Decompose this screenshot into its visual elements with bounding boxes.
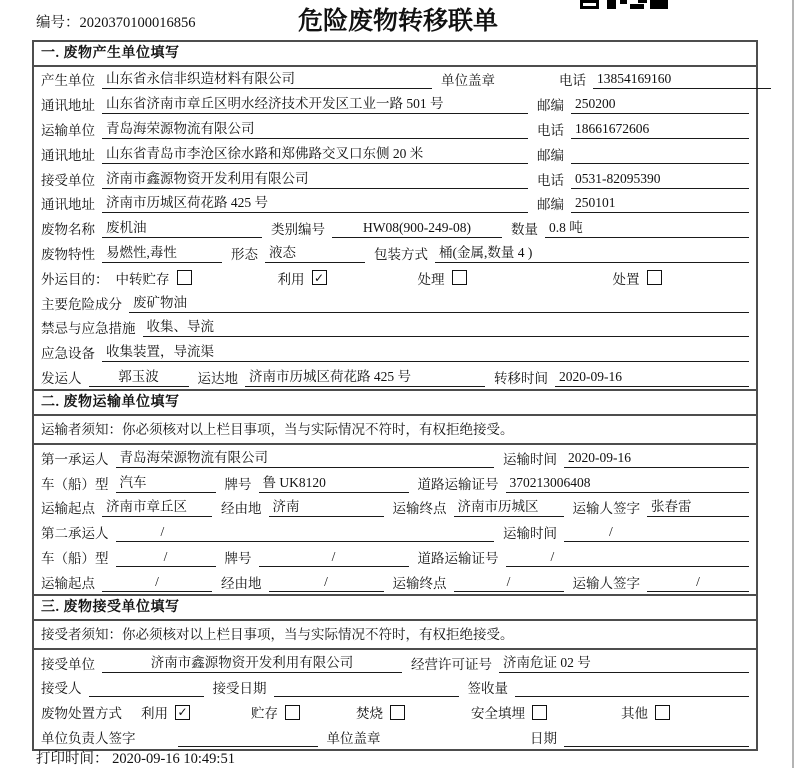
checkbox-incinerate (390, 705, 405, 720)
receiver-value: 济南市鑫源物资开发利用有限公司 (102, 169, 528, 189)
vehicle-type-label: 车（船）型 (41, 476, 109, 492)
checkbox-landfill (532, 705, 547, 720)
carrier-sign-value: 张春雷 (647, 497, 749, 517)
form-label: 形态 (231, 246, 258, 262)
equipment-row (34, 340, 756, 365)
address-label: 通讯地址 (41, 147, 95, 163)
transport-time-value: / (564, 522, 749, 542)
accept-date-label: 接受日期 (212, 681, 267, 697)
route1-row (34, 495, 756, 520)
print-time (36, 747, 235, 768)
producer-address-row (34, 92, 756, 117)
option-label: 安全填埋 (471, 706, 525, 722)
category-value: HW08(900-249-08) (332, 218, 502, 238)
end-label: 运输终点 (392, 575, 447, 591)
transporter-value: 青岛海荣源物流有限公司 (102, 119, 528, 139)
license-label: 经营许可证号 (411, 656, 492, 672)
checkbox-utilize: ✓ (312, 270, 327, 285)
option-label: 利用 (141, 706, 168, 722)
waste-name-value: 废机油 (102, 218, 262, 238)
pack-label: 包装方式 (374, 246, 428, 262)
section1-header: 一. 废物产生单位填写 (34, 42, 756, 67)
page-edge-line (792, 0, 794, 768)
vehicle-type-value: 汽车 (116, 473, 216, 493)
transport-time-value: 2020-09-16 (564, 448, 749, 468)
phone-value: 13854169160 (593, 69, 771, 89)
zip-label: 邮编 (537, 98, 564, 114)
destination-value: 济南市历城区荷花路 425 号 (245, 367, 485, 387)
receiving-unit-label: 接受单位 (41, 656, 95, 672)
route2-row (34, 569, 756, 594)
transfer-date-label: 转移时间 (494, 370, 548, 386)
carrier-sign-label: 运输人签字 (572, 575, 640, 591)
origin-label: 运输起点 (41, 501, 95, 517)
phone-label: 电话 (537, 172, 564, 188)
serial-label: 编号： (36, 15, 80, 31)
blank-field (571, 144, 749, 164)
blank-field (515, 677, 749, 697)
carrier2-label: 第二承运人 (41, 526, 109, 542)
disposal-option (251, 702, 356, 722)
receiver-row (34, 166, 756, 191)
traits-label: 废物特性 (41, 246, 95, 262)
page-title: 危险废物转移联单 (297, 8, 498, 35)
hazard-value: 废矿物油 (129, 293, 749, 313)
qr-code-fragment-icon (580, 0, 675, 9)
waste-traits-row (34, 241, 756, 266)
via-value: 济南 (269, 497, 384, 517)
option-label: 处置 (612, 271, 640, 287)
emergency-row (34, 315, 756, 340)
equipment-label: 应急设备 (41, 346, 95, 362)
address-label: 通讯地址 (41, 197, 95, 213)
option-label: 中转贮存 (115, 271, 170, 287)
option-label: 处理 (417, 271, 445, 287)
transporter-notice: 运输者须知：你必须核对以上栏目事项，当与实际情况不符时，有权拒绝接受。 (34, 416, 756, 445)
equipment-value: 收集装置，导流渠 (102, 342, 749, 362)
carrier1-row (34, 445, 756, 470)
vehicle1-row (34, 470, 756, 495)
phone-label: 电话 (537, 122, 564, 138)
origin-value: 济南市章丘区 (102, 497, 212, 517)
blank-field (89, 677, 204, 697)
receiver-label: 接受单位 (41, 172, 95, 188)
phone-value: 18661672606 (571, 119, 749, 139)
carrier-sign-value: / (647, 572, 749, 592)
road-permit-label: 道路运输证号 (417, 476, 499, 492)
plate-label: 牌号 (224, 476, 252, 492)
phone-value: 0531-82095390 (571, 169, 749, 189)
option-label: 焚烧 (356, 706, 383, 722)
hazard-row (34, 290, 756, 315)
transporter-row (34, 117, 756, 142)
vehicle-type-label: 车（船）型 (41, 550, 109, 566)
acceptor-row (34, 675, 756, 700)
license-value: 济南危证 02 号 (499, 653, 749, 673)
receiver-address-row (34, 191, 756, 216)
road-permit-value: / (506, 547, 750, 567)
purpose-label: 外运目的： (41, 271, 109, 287)
carrier2-value: / (116, 522, 495, 542)
receiver-notice: 接受者须知：你必须核对以上栏目事项，当与实际情况不符时，有权拒绝接受。 (34, 621, 756, 650)
transport-time-label: 运输时间 (503, 526, 557, 542)
quantity-label: 数量 (511, 222, 538, 238)
disposal-option (141, 702, 251, 722)
origin-label: 运输起点 (41, 575, 95, 591)
traits-value: 易燃性,毒性 (102, 243, 222, 263)
carrier2-row (34, 520, 756, 545)
end-value: / (454, 572, 564, 592)
purpose-option (278, 268, 418, 288)
carrier1-value: 青岛海荣源物流有限公司 (116, 448, 495, 468)
received-amount-label: 签收量 (467, 681, 508, 697)
hazard-label: 主要危险成分 (41, 296, 122, 312)
zip-label: 邮编 (537, 197, 564, 213)
phone-label: 电话 (559, 73, 586, 89)
vehicle2-row (34, 545, 756, 570)
receiving-unit-value: 济南市鑫源物资开发利用有限公司 (102, 653, 402, 673)
end-value: 济南市历城区 (454, 497, 564, 517)
origin-value: / (102, 572, 212, 592)
option-label: 其他 (621, 706, 648, 722)
address-value: 山东省青岛市李沧区徐水路和郑佛路交叉口东侧 20 米 (102, 144, 528, 164)
zip-value: 250101 (571, 193, 749, 213)
road-permit-label: 道路运输证号 (417, 550, 499, 566)
zip-value: 250200 (571, 94, 749, 114)
end-label: 运输终点 (392, 501, 447, 517)
form-header (0, 0, 796, 38)
via-label: 经由地 (221, 575, 262, 591)
shipper-value: 郭玉波 (89, 367, 189, 387)
emergency-label: 禁忌与应急措施 (41, 321, 136, 337)
disposal-option (471, 702, 621, 722)
address-value: 山东省济南市章丘区明水经济技术开发区工业一路 501 号 (102, 94, 528, 114)
print-time-label: 打印时间： (36, 751, 109, 767)
carrier1-label: 第一承运人 (41, 451, 109, 467)
transporter-label: 运输单位 (41, 122, 95, 138)
disposal-option (621, 702, 670, 722)
checkbox-treat (452, 270, 467, 285)
plate-label: 牌号 (224, 550, 252, 566)
responsible-sign-label: 单位负责人签字 (41, 730, 136, 746)
purpose-row (34, 265, 756, 290)
checkbox-transfer-storage (177, 270, 192, 285)
waste-name-label: 废物名称 (41, 222, 95, 238)
zip-label: 邮编 (537, 147, 564, 163)
receiving-unit-row (34, 650, 756, 675)
road-permit-value: 370213006408 (506, 473, 750, 493)
blank-field (274, 677, 459, 697)
purpose-option (116, 268, 278, 288)
unit-seal-label: 单位盖章 (326, 730, 381, 746)
emergency-value: 收集、导流 (143, 317, 750, 337)
transport-time-label: 运输时间 (503, 451, 557, 467)
disposal-label: 废物处置方式 (41, 706, 122, 722)
section3-header: 三. 废物接受单位填写 (34, 594, 756, 621)
producer-label: 产生单位 (41, 73, 95, 89)
blank-field (564, 727, 749, 747)
producer-row (34, 67, 756, 92)
option-label: 利用 (277, 271, 305, 287)
option-label: 贮存 (251, 706, 278, 722)
responsible-sign-row (34, 725, 756, 750)
purpose-option (418, 268, 613, 288)
shipper-label: 发运人 (41, 370, 82, 386)
producer-value: 山东省永信非织造材料有限公司 (102, 69, 432, 89)
serial-value: 2020370100016856 (79, 15, 196, 31)
address-value: 济南市历城区荷花路 425 号 (102, 193, 528, 213)
carrier-sign-label: 运输人签字 (572, 501, 640, 517)
checkbox-dispose (647, 270, 662, 285)
shipper-row (34, 365, 756, 390)
transfer-form-table (32, 40, 758, 751)
blank-field (178, 727, 318, 747)
disposal-row (34, 700, 756, 725)
quantity-value: 0.8 吨 (545, 218, 749, 238)
address-label: 通讯地址 (41, 98, 95, 114)
vehicle-type-value: / (116, 547, 216, 567)
transporter-address-row (34, 141, 756, 166)
waste-name-row (34, 216, 756, 241)
pack-value: 桶(金属,数量 4 ) (435, 243, 749, 263)
purpose-option (613, 268, 662, 288)
acceptor-label: 接受人 (41, 681, 82, 697)
disposal-option (356, 702, 471, 722)
transfer-date-value: 2020-09-16 (555, 367, 749, 387)
via-label: 经由地 (221, 501, 262, 517)
unit-seal-label: 单位盖章 (441, 73, 495, 89)
checkbox-utilize: ✓ (175, 705, 190, 720)
form-value: 液态 (265, 243, 365, 263)
section2-header: 二. 废物运输单位填写 (34, 389, 756, 416)
plate-value: 鲁 UK8120 (259, 473, 409, 493)
checkbox-other (655, 705, 670, 720)
checkbox-store (285, 705, 300, 720)
print-time-value: 2020-09-16 10:49:51 (112, 751, 235, 767)
via-value: / (269, 572, 384, 592)
category-label: 类别编号 (271, 222, 325, 238)
plate-value: / (259, 547, 409, 567)
date-label: 日期 (530, 730, 557, 746)
destination-label: 运达地 (197, 370, 238, 386)
